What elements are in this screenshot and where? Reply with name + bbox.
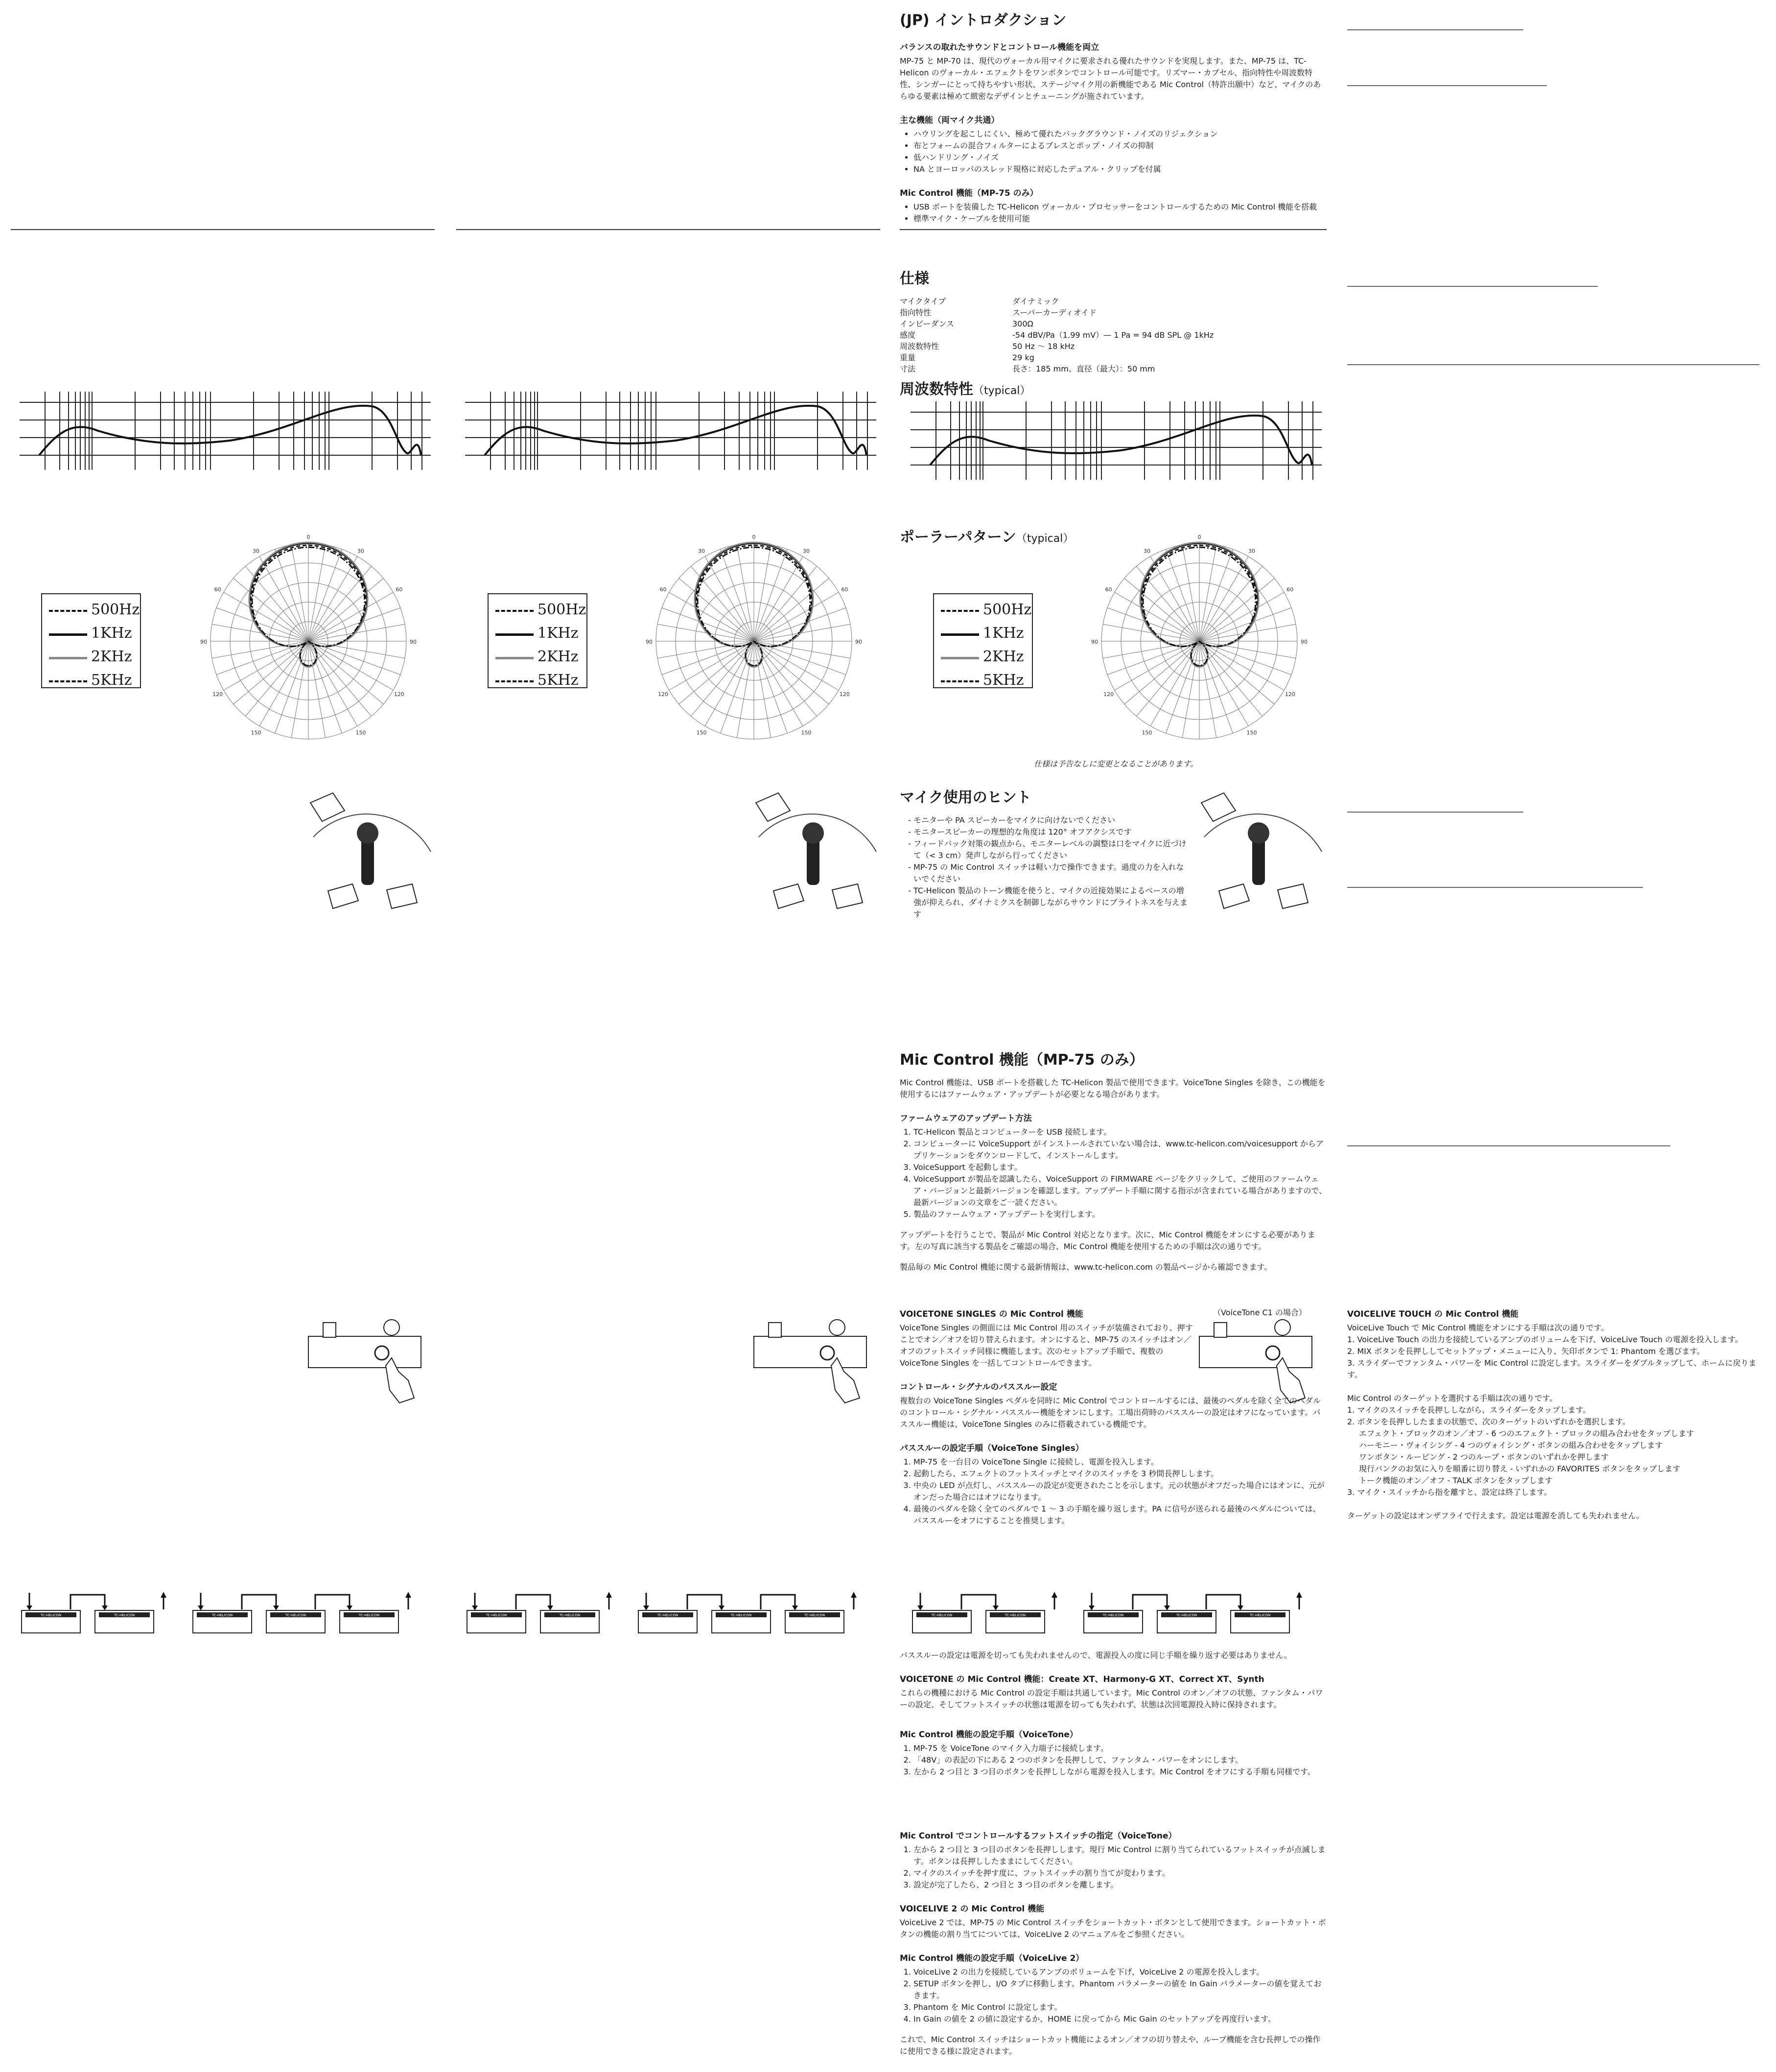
pedal-label: TC-HELICON: [486, 1613, 507, 1617]
list-item: エフェクト・ブロックのオン／オフ - 6 つのエフェクト・ブロックの組み合わせをタップします: [1359, 1429, 1694, 1438]
list-item: 3. Phantom を Mic Control に設定します。: [913, 2002, 1327, 2013]
legend-label: 2KHz: [983, 648, 1024, 665]
spec-value: 50 Hz 〜 18 kHz: [1012, 342, 1075, 351]
paragraph: 複数台の VoiceTone Singles ペダルを同時に Mic Control でコントロールするには、最後のペダルを除く全てのペダルのコントロール・シグナル・パススルー機能をオンにします。工場出荷時のパススルーの設定はオフになっています。パススルー機能は、VoiceTone Singles のみに搭載されている機能です。: [900, 1396, 1321, 1429]
legend-label: 2KHz: [91, 648, 132, 665]
pedal-label: TC-HELICON: [1176, 1613, 1197, 1617]
angle-label: 90: [1301, 639, 1308, 645]
steps-list: [1347, 1334, 1768, 1381]
divider: [1347, 364, 1759, 365]
divider: [1347, 812, 1523, 813]
list-item: • 布とフォームの混合フィルターによるブレスとポップ・ノイズの抑制: [913, 140, 1327, 152]
chain-link: [70, 1595, 105, 1609]
divider: [900, 229, 1327, 230]
frequency-graph: [465, 392, 876, 470]
chain-link: [1133, 1595, 1167, 1609]
list-item: 2. SETUP ボタンを押し、I/O タブに移動します。Phantom パラメーターの値を In Gain パラメーターの値を覚えておきます。: [913, 1978, 1327, 2002]
pedal-label: TC-HELICON: [1249, 1613, 1271, 1617]
list-item: - フィードバック対策の観点から、モニターレベルの調整は口をマイクに近づけて（< 3 cm）発声しながら行ってください: [913, 838, 1189, 861]
polar-plot: [641, 529, 866, 754]
voicetone-singles-section: [900, 1307, 1327, 1527]
angle-label: 90: [410, 639, 417, 645]
spec-table: [900, 296, 1327, 374]
subheading: 主な機能（両マイク共通）: [900, 116, 1000, 125]
tips-section: [900, 785, 1189, 920]
subheading: パススルーの設定手順（VoiceTone Singles）: [900, 1443, 1084, 1453]
paragraph: 製品毎の Mic Control 機能に関する最新情報は、www.tc-helicon.com の製品ページから確認できます。: [900, 1262, 1272, 1272]
spec-value: 長さ：185 mm、直径（最大）：50 mm: [1012, 364, 1155, 373]
list-item: • 低ハンドリング・ノイズ: [913, 152, 1327, 163]
angle-label: 60: [841, 586, 848, 593]
voicetone-section: [900, 1650, 1327, 1778]
section-title: (JP) イントロダクション: [900, 12, 1067, 29]
polar-plot: [196, 529, 421, 754]
graph-grid: [20, 392, 431, 470]
polar-legend: [933, 593, 1033, 688]
list-item: 5. 製品のファームウェア・アップデートを実行します。: [913, 1209, 1327, 1220]
list-item: ハーモニー・ヴォイシング - 4 つのヴォイシング・ボタンの組み合わせをタップします: [1359, 1441, 1663, 1450]
list-item: - モニターや PA スピーカーをマイクに向けないでください: [913, 815, 1189, 826]
divider: [1347, 286, 1598, 287]
section-title: マイク使用のヒント: [900, 789, 1031, 806]
list-item: 4. 最後のペダルを除く全てのペダルで 1 〜 3 の手順を繰り返します。PA に信号が送られる最後のペダルについては、パススルーをオフにすることを推奨します。: [913, 1503, 1327, 1527]
subheading: VOICETONE SINGLES の Mic Control 機能: [900, 1309, 1083, 1319]
feature-list: [900, 128, 1327, 175]
angle-label: 90: [200, 639, 207, 645]
pedal-label: TC-HELICON: [931, 1613, 953, 1617]
steps-list: [900, 1966, 1327, 2025]
polar-legend: [488, 593, 587, 688]
frequency-section-title: [900, 377, 1327, 406]
pedal-label: TC-HELICON: [114, 1613, 135, 1617]
mic-control-section: [900, 1048, 1327, 1273]
angle-label: 30: [357, 548, 364, 555]
monitor-icon: [832, 884, 863, 908]
subheading: VOICELIVE TOUCH の Mic Control 機能: [1347, 1309, 1519, 1319]
pedal-label: TC-HELICON: [1005, 1613, 1026, 1617]
spec-label: マイクタイプ: [900, 297, 946, 306]
pedal-chain-diagram: [1082, 1591, 1307, 1637]
spec-label: 重量: [900, 353, 916, 362]
pedal-side-illustration: [749, 1317, 871, 1405]
angle-label: 30: [1144, 548, 1150, 555]
list-item: 4. VoiceSupport が製品を認識したら、VoiceSupport の FIRMWARE ページをクリックして、ご使用のファームウェア・バージョンと最新バージョンを確認します。アップデート手順に関する指示が含まれている場合がありますので、最新バージョンの文章をご一読ください。: [913, 1173, 1327, 1209]
list-item: 2. 「48V」の表記の下にある 2 つのボタンを長押しして、ファンタム・パワーをオンにします。: [913, 1754, 1327, 1766]
angle-label: 120: [1103, 691, 1114, 698]
subheading: Mic Control 機能（MP-75 のみ）: [900, 188, 1038, 198]
monitor-icon: [387, 884, 417, 908]
monitor-icon: [1219, 884, 1249, 908]
list-item: トーク機能のオン／オフ - TALK ボタンをタップします: [1359, 1476, 1553, 1485]
steps-list: [900, 1456, 1327, 1527]
spec-value: ダイナミック: [1012, 297, 1059, 306]
frequency-graph: [20, 392, 431, 470]
pedal-side-illustration: [304, 1317, 426, 1405]
list-item: 2. 起動したら、エフェクトのフットスイッチとマイクのスイッチを 3 秒間長押しします。: [913, 1468, 1327, 1480]
angle-label: 30: [698, 548, 705, 555]
chain-link: [961, 1595, 996, 1609]
spec-label: 周波数特性: [900, 342, 939, 351]
list-item: 3. 設定が完了したら、2 つ目と 3 つ目のボタンを離します。: [913, 1879, 1327, 1891]
legend-label: 5KHz: [537, 672, 579, 689]
angle-label: 120: [212, 691, 223, 698]
spec-label: 指向特性: [900, 308, 932, 317]
voicelive-touch-section: [1347, 1307, 1768, 1522]
intro-section: [900, 8, 1327, 225]
paragraph: VoiceLive 2 では、MP-75 の Mic Control スイッチをショートカット・ボタンとして使用できます。ショートカット・ボタンの機能の割り当てについては、VoiceLive 2 のマニュアルをご参照ください。: [900, 1918, 1326, 1939]
spec-value: スーパーカーディオイド: [1012, 308, 1097, 317]
feature-list: [900, 201, 1327, 225]
angle-label: 150: [355, 729, 366, 736]
angle-label: 60: [396, 586, 403, 593]
list-item: 2. コンピューターに VoiceSupport がインストールされていない場合は、www.tc-helicon.com/voicesupport からアプリケーションをダウンロードして、インストールします。: [913, 1138, 1327, 1162]
list-item: 3. 左から 2 つ目と 3 つ目のボタンを長押ししながら電源を投入します。Mic Control をオフにする手順も同様です。: [913, 1766, 1327, 1778]
angle-label: 150: [801, 729, 812, 736]
paragraph: VoiceLive Touch で Mic Control 機能をオンにする手順は次の通りです。: [1347, 1323, 1609, 1332]
list-item: 1. MP-75 を一台目の VoiceTone Single に接続し、電源を投入します。: [913, 1456, 1327, 1468]
pedal-label: TC-HELICON: [730, 1613, 752, 1617]
pedal-chain-diagram: [636, 1591, 862, 1637]
paragraph: Mic Control のターゲットを選択する手順は次の通りです。: [1347, 1394, 1558, 1403]
chain-link: [242, 1595, 276, 1609]
angle-label: 60: [1105, 586, 1112, 593]
section-title: ポーラーパターン: [900, 529, 1016, 546]
divider: [1347, 1145, 1670, 1146]
typical-note: （typical）: [1016, 533, 1074, 545]
pedal-label: TC-HELICON: [1102, 1613, 1124, 1617]
steps-list: [900, 1844, 1327, 1891]
angle-label: 150: [251, 729, 261, 736]
list-item: • 標準マイク・ケーブルを使用可能: [913, 213, 1327, 225]
polar-legend: [41, 593, 141, 688]
divider: [11, 229, 435, 230]
image-note: （VoiceTone C1 の場合）: [1213, 1308, 1307, 1317]
paragraph: MP-75 と MP-70 は、現代のヴォーカル用マイクに要求される優れたサウンドを実現します。また、MP-75 は、TC-Helicon のヴォーカル・エフェクトをワンボタンでコントロール可能です。リズマー・カプセル、指向特性や周波数特性、シンガーにとって持ちやすい形状、ステージマイク用の新機能である Mic Control（特許出願中）など、マイクのあらゆる要素は極めて緻密なデザインとチューニングが施されています。: [900, 56, 1321, 101]
speaker-icon: [310, 793, 345, 821]
subheading: Mic Control 機能の設定手順（VoiceTone）: [900, 1730, 1078, 1740]
list-item: 1. MP-75 を VoiceTone のマイク入力端子に接続します。: [913, 1743, 1327, 1754]
list-item: - TC-Helicon 製品のトーン機能を使うと、マイクの近接効果によるベースの増強が抑えられ、ダイナミクスを制御しながらサウンドにブライトネスを与えます: [913, 885, 1189, 920]
list-item: - モニタースピーカーの理想的な角度は 120° オフアクシスです: [913, 826, 1189, 838]
subheading: Mic Control 機能の設定手順（VoiceLive 2）: [900, 1954, 1084, 1963]
legend-label: 500Hz: [537, 601, 586, 618]
angle-label: 0: [752, 534, 756, 540]
angle-label: 60: [659, 586, 667, 593]
list-item: 3. マイク・スイッチから指を離すと、設定は終了します。: [1347, 1488, 1552, 1497]
subheading: ファームウェアのアップデート方法: [900, 1114, 1032, 1123]
divider: [1347, 29, 1523, 30]
response-curve: [930, 416, 1312, 465]
list-item: 現行バンクのお気に入りを順番に切り替え - いずれかの FAVORITES ボタンをタップします: [1359, 1464, 1681, 1473]
spec-value: -54 dBV/Pa（1.99 mV）— 1 Pa = 94 dB SPL @ 1kHz: [1012, 330, 1214, 340]
pedal-chain-diagram: [465, 1591, 617, 1637]
legend-label: 1KHz: [537, 625, 579, 642]
pedal-label: TC-HELICON: [211, 1613, 233, 1617]
legend-label: 1KHz: [91, 625, 132, 642]
spec-value: 300Ω: [1012, 319, 1033, 328]
footswitch-section: [900, 1829, 1327, 2057]
angle-label: 0: [1197, 534, 1201, 540]
section-title: 仕様: [900, 270, 929, 287]
mic-placement-illustration: [1194, 783, 1332, 920]
mic-control-switch: [820, 1346, 834, 1360]
angle-label: 120: [658, 691, 669, 698]
list-item: 4. In Gain の値を 2 の値に設定するか、HOME に戻ってから Mic Gain のセットアップを再度行います。: [913, 2013, 1327, 2025]
mic-control-switch: [375, 1346, 389, 1360]
pedal-chain-diagram: [911, 1591, 1062, 1637]
list-item: 1. 左から 2 つ目と 3 つ目のボタンを長押しします。現行 Mic Control に割り当てられているフットスイッチが点滅します。ボタンは長押ししたままにしてください。: [913, 1844, 1327, 1867]
list-item: 3. VoiceSupport を起動します。: [913, 1162, 1327, 1173]
chain-link: [315, 1595, 350, 1609]
paragraph: ターゲットの設定はオンザフライで行えます。設定は電源を消しても失われません。: [1347, 1511, 1644, 1520]
pedal-body: [308, 1336, 421, 1368]
pedal-label: TC-HELICON: [804, 1613, 825, 1617]
response-curve: [485, 406, 866, 455]
specs-section: [900, 266, 1327, 374]
legend-label: 5KHz: [91, 672, 132, 689]
polar-plot: [1087, 529, 1312, 754]
list-item: 2. MIX ボタンを長押ししてセットアップ・メニューに入り、矢印ボタンで 1: Phantom を選びます。: [1347, 1346, 1768, 1357]
angle-label: 30: [1248, 548, 1255, 555]
section-title: 周波数特性: [900, 381, 973, 398]
section-title: Mic Control 機能（MP-75 のみ）: [900, 1051, 1144, 1069]
angle-label: 30: [253, 548, 259, 555]
subheading: コントロール・シグナルのパススルー設定: [900, 1382, 1057, 1392]
angle-label: 90: [855, 639, 862, 645]
list-item: 1. マイクのスイッチを長押ししながら、スライダーをタップします。: [1347, 1405, 1591, 1415]
subheading: Mic Control でコントロールするフットスイッチの指定（VoiceTone）: [900, 1831, 1177, 1841]
paragraph: VoiceTone Singles の側面には Mic Control 用のスイッチが装備されており、押すことでオン／オフを切り替えられます。オンにすると、MP-75 のスイッチはオン／オフのフットスイッチ同様に機能します。次のセットアップ手順で、複数の VoiceTone Singles を一括してコントロールできます。: [900, 1323, 1193, 1368]
legend-label: 2KHz: [537, 648, 579, 665]
monitor-icon: [773, 884, 804, 908]
angle-label: 120: [1285, 691, 1295, 698]
list-item: ワンボタン・ルーピング - 2 つのループ・ボタンのいずれかを押します: [1359, 1452, 1609, 1462]
paragraph: これで、Mic Control スイッチはショートカット機能によるオン／オフの切り替えや、ループ機能を含む長押しでの操作に使用できる様に設定されます。: [900, 2035, 1321, 2056]
chain-link: [516, 1595, 550, 1609]
divider: [1347, 887, 1643, 888]
angle-label: 120: [394, 691, 404, 698]
angle-label: 150: [1246, 729, 1257, 736]
subheading: バランスの取れたサウンドとコントロール機能を両立: [900, 43, 1099, 52]
angle-label: 0: [306, 534, 310, 540]
pedal-label: TC-HELICON: [559, 1613, 581, 1617]
typical-note: （typical）: [973, 385, 1031, 397]
chain-link: [1206, 1595, 1240, 1609]
list-item: • ハウリングを起こしにくい、極めて優れたバックグラウンド・ノイズのリジェクション: [913, 128, 1327, 140]
list-item: 2. マイクのスイッチを押す度に、フットスイッチの割り当てが変わります。: [913, 1867, 1327, 1879]
spec-label: 寸法: [900, 364, 916, 373]
steps-list: [900, 1126, 1327, 1220]
chain-link: [761, 1595, 795, 1609]
list-item: • USB ポートを装備した TC-Helicon ヴォーカル・プロセッサーをコントロールするための Mic Control 機能を搭載: [913, 201, 1327, 213]
divider: [456, 229, 880, 230]
legend-label: 500Hz: [91, 601, 140, 618]
list-item: 3. スライダーでファンタム・パワーを Mic Control に設定します。スライダーをダブルタップして、ホームに戻ります。: [1347, 1357, 1768, 1381]
legend-label: 5KHz: [983, 672, 1024, 689]
angle-label: 90: [1091, 639, 1098, 645]
spec-label: 感度: [900, 330, 916, 340]
pedal-chain-diagram: [20, 1591, 171, 1637]
list-item: 1. VoiceLive Touch の出力を接続しているアンプのボリュームを下げ、VoiceLive Touch の電源を投入します。: [1347, 1334, 1768, 1346]
pedal-chain-diagram: [191, 1591, 416, 1637]
angle-label: 150: [696, 729, 707, 736]
subheading: VOICETONE の Mic Control 機能：Create XT、Harmony-G XT、Correct XT、Synth: [900, 1675, 1264, 1684]
speaker-icon: [1201, 793, 1236, 821]
spec-label: インピーダンス: [900, 319, 955, 328]
paragraph: パススルーの設定は電源を切っても失われませんので、電源投入の度に同じ手順を繰り返す必要はありません。: [900, 1651, 1292, 1660]
angle-label: 60: [1286, 586, 1294, 593]
legend-label: 500Hz: [983, 601, 1032, 618]
list-item: - MP-75 の Mic Control スイッチは軽い力で操作できます。過度の力を入れないでください: [913, 861, 1189, 885]
monitor-icon: [1278, 884, 1308, 908]
frequency-graph: [911, 401, 1322, 480]
paragraph: アップデートを行うことで、製品が Mic Control 対応となります。次に、Mic Control 機能をオンにする必要があります。左の写真に該当する製品をご確認の場合、Mic Control 機能を使用するための手順は次の通りです。: [900, 1230, 1315, 1251]
paragraph: これらの機種における Mic Control の設定手順は共通しています。Mic Control のオン／オフの状態、ファンタム・パワーの設定、そしてフットスイッチの状態は電源を切っても失われず、状態は次回電源投入時に保持されます。: [900, 1688, 1323, 1709]
angle-label: 90: [646, 639, 653, 645]
angle-label: 30: [803, 548, 810, 555]
divider: [1347, 85, 1547, 86]
speaker-icon: [756, 793, 790, 821]
mic-placement-illustration: [749, 783, 886, 920]
angle-label: 120: [839, 691, 850, 698]
subheading: VOICELIVE 2 の Mic Control 機能: [900, 1904, 1045, 1914]
polar-section-title: [900, 525, 1327, 554]
list-item: 2. ボタンを長押ししたままの状態で、次のターゲットのいずれかを選択します。: [1347, 1417, 1631, 1426]
monitor-icon: [328, 884, 358, 908]
spec-value: 29 kg: [1012, 353, 1034, 362]
angle-label: 60: [214, 586, 221, 593]
mic-placement-illustration: [304, 783, 441, 920]
tips-list: [900, 815, 1189, 920]
response-curve: [39, 406, 421, 455]
steps-list: [900, 1743, 1327, 1778]
list-item: 1. VoiceLive 2 の出力を接続しているアンプのボリュームを下げ、VoiceLive 2 の電源を投入します。: [913, 1966, 1327, 1978]
pedal-label: TC-HELICON: [285, 1613, 306, 1617]
paragraph: Mic Control 機能は、USB ポートを搭載した TC-Helicon 製品で使用できます。VoiceTone Singles を除き、この機能を使用するにはファームウェア・アップデートが必要となる場合があります。: [900, 1078, 1326, 1099]
legend-label: 1KHz: [983, 625, 1024, 642]
list-item: • NA とヨーロッパのスレッド規格に対応したデュアル・クリップを付属: [913, 163, 1327, 175]
pedal-label: TC-HELICON: [358, 1613, 380, 1617]
pedal-label: TC-HELICON: [657, 1613, 678, 1617]
chain-link: [687, 1595, 722, 1609]
list-item: 1. TC-Helicon 製品とコンピューターを USB 接続します。: [913, 1126, 1327, 1138]
angle-label: 150: [1142, 729, 1152, 736]
spec-caption: 仕様は予告なしに変更となることがあります。: [1034, 759, 1198, 768]
list-item: 3. 中央の LED が点灯し、パススルーの設定が変更されたことを示します。元の状態がオフだった場合にはオンに、元がオンだった場合にはオフになります。: [913, 1480, 1327, 1503]
pedal-label: TC-HELICON: [40, 1613, 62, 1617]
